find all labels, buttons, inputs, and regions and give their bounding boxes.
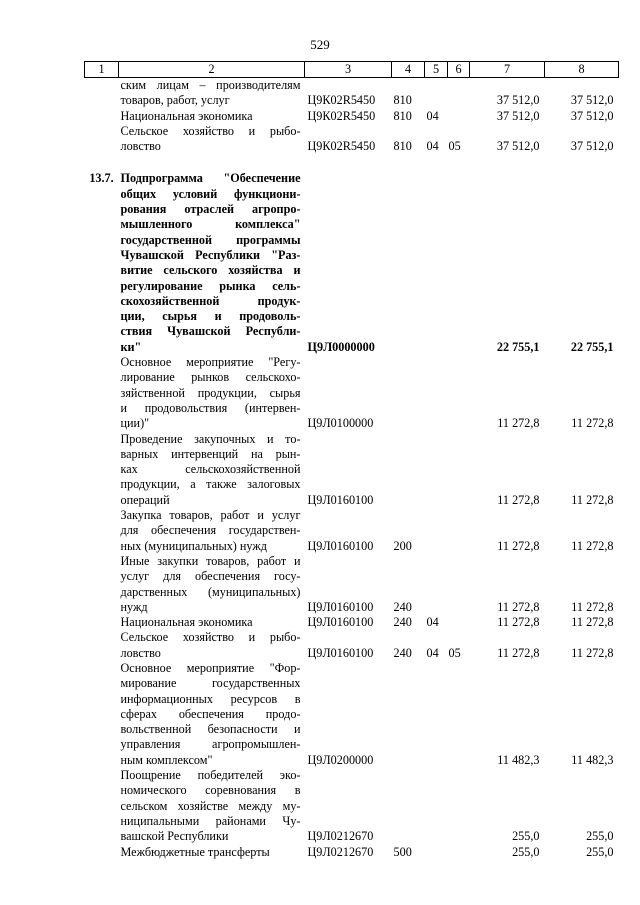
item-name-line: ки": [120, 339, 142, 354]
amount-col-7: 11 272,8: [497, 615, 540, 630]
item-number: [85, 661, 119, 768]
header-cell: 3: [305, 62, 392, 78]
target-article-code: Ц9К02R5450: [307, 139, 376, 154]
target-article-code: Ц9Л0000000: [307, 339, 375, 354]
target-article-code: Ц9К02R5450: [307, 93, 376, 108]
section-code: [425, 78, 448, 109]
section-code: 04: [426, 615, 439, 630]
amount-col-8: 11 482,3: [571, 752, 614, 767]
header-cell: 2: [119, 62, 305, 78]
item-name-line: ным комплексом": [120, 752, 213, 767]
amount-col-7: 11 482,3: [497, 752, 540, 767]
header-cell: 4: [392, 62, 425, 78]
header-cell: 5: [425, 62, 448, 78]
expense-type-code: [392, 661, 425, 768]
amount-col-7: 11 272,8: [497, 599, 540, 614]
item-name-line: вашской Республики: [120, 829, 229, 844]
item-name-line: вольственной безопасности и: [120, 722, 301, 737]
item-number: [85, 845, 119, 860]
section-code: [425, 171, 448, 355]
page-number: 529: [310, 37, 330, 52]
section-code: 04: [426, 139, 439, 154]
item-name-line: рования отраслей агропро-: [120, 202, 301, 217]
amount-col-8: 11 272,8: [571, 538, 614, 553]
table-row: [85, 355, 619, 431]
subsection-code: 05: [448, 645, 461, 660]
item-number: [85, 432, 119, 508]
expense-type-code: [392, 355, 425, 431]
table-row: [85, 171, 619, 355]
table-row: [85, 768, 619, 844]
amount-col-8: 37 512,0: [570, 108, 614, 123]
subsection-code: [448, 615, 470, 630]
table-row: [85, 630, 619, 661]
target-article-code: Ц9Л0212670: [307, 844, 374, 859]
subsection-code: 05: [448, 139, 461, 154]
expense-type-code: 240: [393, 645, 412, 660]
budget-table: [84, 61, 619, 860]
expense-type-code: 240: [393, 615, 412, 630]
subsection-code: [448, 508, 470, 554]
item-name-line: Сельское хозяйство и рыбо-: [120, 123, 301, 138]
amount-col-8: 11 272,8: [571, 645, 614, 660]
item-name: [119, 508, 305, 554]
item-name-line: ствия Чувашской Республи-: [120, 324, 301, 339]
amount-col-8: 255,0: [586, 844, 614, 859]
item-name: [119, 615, 305, 630]
header-cell: 7: [470, 62, 545, 78]
amount-col-7: 11 272,8: [497, 645, 540, 660]
item-name-line: скохозяйственной продук-: [120, 293, 301, 308]
subsection-code: [448, 845, 470, 860]
item-name-line: и продовольствия (интервен-: [120, 400, 301, 415]
section-code: [425, 432, 448, 508]
item-name-line: Чувашской Республики "Раз-: [120, 247, 301, 262]
section-code: [425, 508, 448, 554]
item-name-line: дарственных (муниципальных): [120, 584, 301, 599]
amount-col-7: 255,0: [512, 829, 540, 844]
spacer-row: [85, 154, 619, 171]
subsection-code: [448, 432, 470, 508]
item-name-line: Национальная экономика: [120, 615, 253, 630]
item-number: [85, 615, 119, 630]
item-name-line: Проведение закупочных и то-: [120, 431, 301, 446]
target-article-code: Ц9Л0160100: [307, 615, 374, 630]
item-number: [85, 78, 119, 109]
item-name-line: ниципальными районами Чу-: [120, 813, 301, 828]
subsection-code: [448, 78, 470, 109]
section-code: [425, 845, 448, 860]
item-name: [119, 845, 305, 860]
item-name-line: управления агропромышлен-: [120, 737, 301, 752]
item-name-line: витие сельского хозяйства и: [120, 263, 301, 278]
item-name-line: сельском хозяйстве между му-: [120, 798, 301, 813]
table-body: [85, 78, 619, 860]
amount-col-7: 11 272,8: [497, 538, 540, 553]
item-name-line: товаров, работ, услуг: [120, 93, 230, 108]
item-name-line: Сельское хозяйство и рыбо-: [120, 630, 301, 645]
target-article-code: Ц9Л0160100: [307, 599, 374, 614]
header-row: [85, 62, 619, 78]
amount-col-8: 11 272,8: [571, 492, 614, 507]
section-code: 04: [426, 645, 439, 660]
item-name-line: продукции, а также залоговых: [120, 477, 301, 492]
target-article-code: Ц9К02R5450: [307, 108, 376, 123]
item-name-line: Межбюджетные трансферты: [120, 844, 270, 859]
item-number: [85, 109, 119, 124]
item-name-line: регулирование рынка сель-: [120, 278, 301, 293]
target-article-code: Ц9Л0160100: [307, 538, 374, 553]
section-code: [425, 661, 448, 768]
item-number: [85, 355, 119, 431]
amount-col-8: 11 272,8: [571, 416, 614, 431]
subsection-code: [448, 554, 470, 615]
item-number: [85, 768, 119, 844]
spacer-cell: [85, 154, 619, 171]
section-code: [425, 355, 448, 431]
expense-type-code: 810: [393, 93, 412, 108]
table-row: [85, 124, 619, 155]
item-name-line: ловство: [120, 645, 161, 660]
expense-type-code: [392, 432, 425, 508]
expense-type-code: 500: [393, 844, 412, 859]
amount-col-7: 37 512,0: [496, 139, 540, 154]
section-code: [425, 768, 448, 844]
expense-type-code: 810: [393, 108, 412, 123]
table-row: [85, 109, 619, 124]
subsection-code: [448, 171, 470, 355]
item-name-line: варных интервенций на рын-: [120, 446, 301, 461]
item-name-line: мышленного комплекса": [120, 217, 301, 232]
item-name-line: Национальная экономика: [120, 108, 253, 123]
amount-col-7: 37 512,0: [496, 93, 540, 108]
subsection-code: [448, 355, 470, 431]
item-name: [119, 124, 305, 155]
item-name-line: информационных ресурсов в: [120, 691, 301, 706]
item-name: [119, 355, 305, 431]
expense-type-code: [392, 171, 425, 355]
expense-type-code: [392, 768, 425, 844]
expense-type-code: 240: [393, 599, 412, 614]
item-name: [119, 432, 305, 508]
header-cell: 8: [545, 62, 619, 78]
item-name-line: Иные закупки товаров, работ и: [120, 553, 301, 568]
item-name-line: Закупка товаров, работ и услуг: [120, 508, 301, 523]
amount-col-8: 37 512,0: [570, 139, 614, 154]
amount-col-8: 22 755,1: [570, 339, 614, 354]
item-name-line: номического соревнования в: [120, 783, 301, 798]
table-row: [85, 432, 619, 508]
item-name-line: государственной программы: [120, 232, 301, 247]
item-number: [85, 554, 119, 615]
expense-type-code: 810: [393, 139, 412, 154]
subsection-code: [448, 661, 470, 768]
item-name-line: сферах обеспечения продо-: [120, 706, 301, 721]
item-name: [119, 630, 305, 661]
item-name: [119, 768, 305, 844]
item-name-line: ных (муниципальных) нужд: [120, 538, 267, 553]
table-row: [85, 78, 619, 109]
item-name-line: услуг для обеспечения госу-: [120, 569, 301, 584]
item-name-line: ции, сырья и продоволь-: [120, 309, 301, 324]
table-row: [85, 508, 619, 554]
target-article-code: Ц9Л0212670: [307, 829, 374, 844]
section-code: 04: [426, 108, 439, 123]
item-name-line: ским лицам – производителям: [120, 78, 301, 92]
amount-col-7: 11 272,8: [497, 416, 540, 431]
subsection-code: [448, 109, 470, 124]
item-name-line: мирование государственных: [120, 676, 301, 691]
item-name-line: зяйственной продукции, сырья: [120, 385, 301, 400]
item-name-line: ции)": [120, 416, 150, 431]
amount-col-7: 11 272,8: [497, 492, 540, 507]
item-name-line: Основное мероприятие "Регу-: [120, 355, 301, 370]
header-cell: 1: [85, 62, 119, 78]
target-article-code: Ц9Л0160100: [307, 492, 374, 507]
item-number: [85, 508, 119, 554]
amount-col-7: 37 512,0: [496, 108, 540, 123]
amount-col-7: 22 755,1: [496, 339, 540, 354]
item-name-line: Подпрограмма "Обеспечение: [120, 171, 301, 186]
item-name-line: ках сельскохозяйственной: [120, 462, 301, 477]
amount-col-8: 11 272,8: [571, 615, 614, 630]
item-number: 13.7.: [89, 171, 114, 186]
item-name: [119, 661, 305, 768]
header-cell: 6: [448, 62, 470, 78]
item-name: [119, 109, 305, 124]
target-article-code: Ц9Л0100000: [307, 416, 374, 431]
section-code: [425, 554, 448, 615]
table-row: [85, 845, 619, 860]
item-number: [85, 124, 119, 155]
expense-type-code: 200: [393, 538, 412, 553]
item-name-line: ловство: [120, 139, 161, 154]
table-row: [85, 615, 619, 630]
item-name: [119, 78, 305, 109]
item-name-line: операций: [120, 492, 170, 507]
item-name-line: Основное мероприятие "Фор-: [120, 660, 301, 675]
target-article-code: Ц9Л0200000: [307, 752, 374, 767]
table-row: [85, 554, 619, 615]
item-name-line: лирование рынков сельскохо-: [120, 370, 301, 385]
amount-col-7: 255,0: [512, 844, 540, 859]
item-name-line: общих условий функциони-: [120, 186, 301, 201]
amount-col-8: 11 272,8: [571, 599, 614, 614]
amount-col-8: 255,0: [586, 829, 614, 844]
subsection-code: [448, 768, 470, 844]
item-name: [119, 554, 305, 615]
amount-col-8: 37 512,0: [570, 93, 614, 108]
table-row: [85, 661, 619, 768]
item-number: [85, 630, 119, 661]
target-article-code: Ц9Л0160100: [307, 645, 374, 660]
item-name-line: Поощрение победителей эко-: [120, 768, 301, 783]
item-name: [119, 171, 305, 355]
item-name-line: нужд: [120, 599, 148, 614]
item-name-line: для обеспечения государствен-: [120, 523, 301, 538]
